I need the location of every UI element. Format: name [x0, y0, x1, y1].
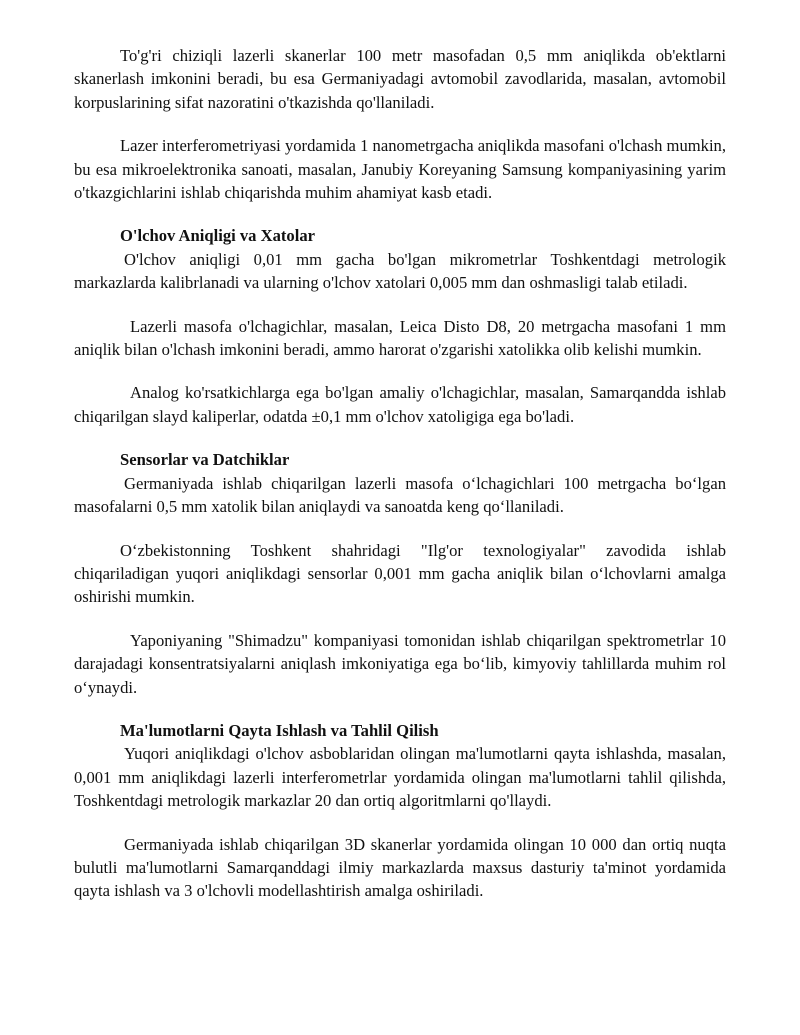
section-heading-accuracy: O'lchov Aniqligi va Xatolar [120, 226, 315, 246]
paragraph-analog-calipers: Analog ko'rsatkichlarga ega bo'lgan amaliy o'lchagichlar, masalan, Samarqandda ishlab chiqarilgan slayd kaliperlar, odatda ±0,1 mm o'lchov xatoligiga ega bo'ladi. [74, 383, 726, 426]
paragraph-tashkent-sensors: O‘zbekistonning Toshkent shahridagi "Ilg'or texnologiyalar" zavodida ishlab chiqariladigan yuqori aniqlikdagi sensorlar 0,001 mm gacha aniqlik bilan o‘lchovlarni amalga oshirishi mumkin. [74, 540, 726, 607]
paragraph-laser-interferometry: Lazer interferometriyasi yordamida 1 nanometrgacha aniqlikda masofani o'lchash mumkin, bu esa mikroelektronika sanoati, masalan, Janubiy Koreyaning Samsung kompaniyasining yarim o'tkazgichlarini ishlab chiqarishda muhim ahamiyat kasb etadi. [74, 136, 726, 203]
paragraph-micrometers: O'lchov aniqligi 0,01 mm gacha bo'lgan mikrometrlar Toshkentdagi metrologik markazlarda kalibrlanadi va ularning o'lchov xatolari 0,005 mm dan oshmasligi talab etiladi. [74, 249, 726, 293]
paragraph-laser-distance-meters: Lazerli masofa o'lchagichlar, masalan, Leica Disto D8, 20 metrgacha masofani 1 mm aniqlik bilan o'lchash imkonini beradi, ammo harorat o'zgarishi xatolikka olib kelishi mumkin. [74, 316, 726, 360]
document-page [74, 44, 726, 903]
section-heading-sensors: Sensorlar va Datchiklar [120, 450, 290, 470]
section-heading-data-processing: Ma'lumotlarni Qayta Ishlash va Tahlil Qilish [120, 720, 439, 740]
paragraph-german-distance-meters: Germaniyada ishlab chiqarilgan lazerli masofa o‘lchagichlari 100 metrgacha bo‘lgan masofalarni 0,5 mm xatolik bilan aniqlaydi va sanoatda keng qo‘llaniladi. [74, 473, 726, 517]
paragraph-shimadzu-spectrometers: Yaponiyaning "Shimadzu" kompaniyasi tomonidan ishlab chiqarilgan spektrometrlar 10 darajadagi konsentratsiyalarni aniqlash imkoniyatiga ega bo‘lib, kimyoviy tahlillarda muhim rol o‘ynaydi. [74, 630, 726, 697]
paragraph-laser-scanners: To'g'ri chiziqli lazerli skanerlar 100 metr masofadan 0,5 mm aniqlikda ob'ektlarni skanerlash imkonini beradi, bu esa Germaniyadagi avtomobil zavodlarida, masalan, avtomobil korpuslarining sifat nazoratini o'tkazishda qo'llaniladi. [74, 46, 726, 112]
paragraph-data-processing: Yuqori aniqlikdagi o'lchov asboblaridan olingan ma'lumotlarni qayta ishlashda, masalan, 0,001 mm aniqlikdagi lazerli interferometrlar yordamida olingan ma'lumotlarni tahlil qilishda, Toshkentdagi metrologik markazlar 20 dan ortiq algoritmlarni qo'llaydi. [74, 744, 726, 811]
paragraph-3d-scanners: Germaniyada ishlab chiqarilgan 3D skanerlar yordamida olingan 10 000 dan ortiq nuqta bulutli ma'lumotlarni Samarqanddagi ilmiy markazlarda maxsus dasturiy ta'minot yordamida qayta ishlash va 3 o'lchovli modellashtirish amalga oshiriladi. [74, 834, 726, 901]
